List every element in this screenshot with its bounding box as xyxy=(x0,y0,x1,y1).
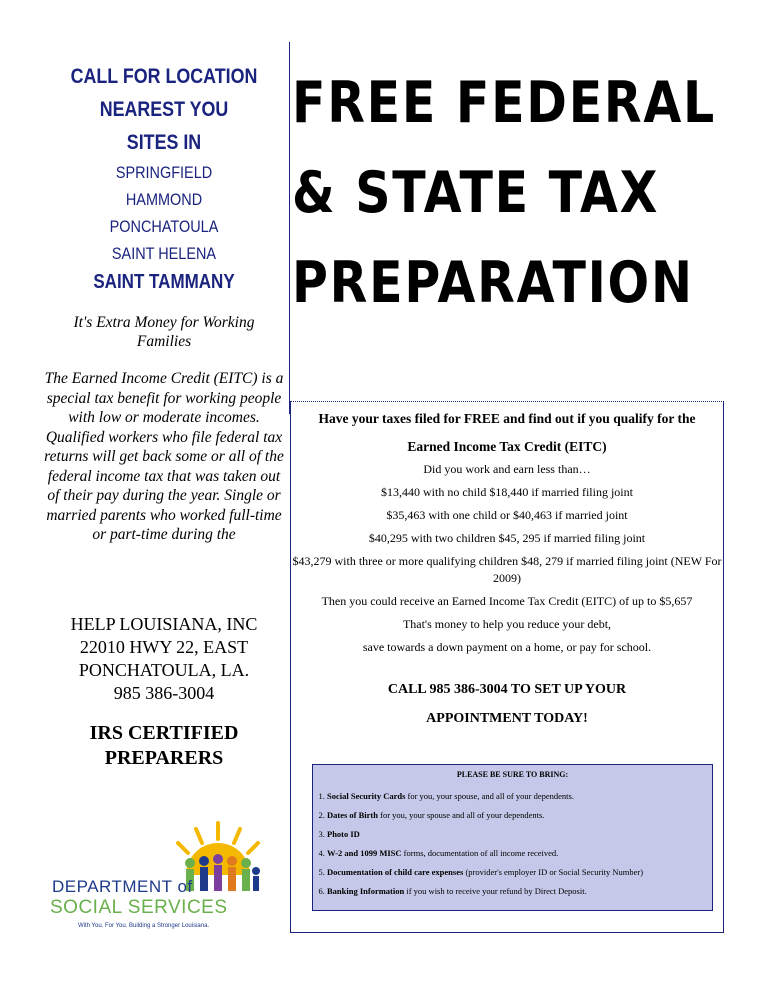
box-line: That's money to help you reduce your debt, xyxy=(402,617,612,631)
call-heading xyxy=(40,60,288,159)
box-line: Did you work and earn less than… xyxy=(423,462,591,476)
checklist-item: 6. Banking Information if you wish to receive your refund by Direct Deposit. xyxy=(327,882,712,901)
city-item-emphasis: SAINT TAMMANY xyxy=(93,271,235,293)
logo-tagline: With You. For You. Building a Stronger Louisiana. xyxy=(78,923,210,929)
box-line: save towards a down payment on a home, or pay for school. xyxy=(362,640,652,654)
checklist-item: 1. Social Security Cards for you, your spouse, and all of your dependents. xyxy=(327,787,712,806)
bring-checklist xyxy=(312,764,713,911)
checklist-item: 3. Photo ID xyxy=(327,825,712,844)
box-line: $35,463 with one child or $40,463 if married joint xyxy=(386,508,628,522)
call-line: NEAREST YOU xyxy=(99,98,229,121)
eitc-description: The Earned Income Credit (EITC) is a special tax benefit for working people with low or moderate incomes. Qualified workers who file federal tax returns will get back some or all of the federal income tax that was taken out of their pay during the year. Single or married parents who worked full-time or part-time during the xyxy=(44,370,284,543)
call-to-action: CALL 985 386-3004 TO SET UP YOUR APPOINTMENT TODAY! xyxy=(387,682,627,726)
checklist-item: 5. Documentation of child care expenses (provider's employer ID or Social Security Number) xyxy=(327,863,712,882)
phone-number: 985 386-3004 xyxy=(113,683,215,703)
irs-line: IRS CERTIFIED xyxy=(89,722,239,744)
title-line: PREPARATION xyxy=(292,250,694,316)
call-line: CALL FOR LOCATION xyxy=(70,65,258,88)
box-heading: Have your taxes filed for FREE and find out if you qualify for the xyxy=(318,411,696,426)
title-line: & STATE TAX xyxy=(292,160,660,226)
address-line: HELP LOUISIANA, INC xyxy=(70,614,258,634)
box-subheading: Earned Income Tax Credit (EITC) xyxy=(407,439,607,454)
call-line: SITES IN xyxy=(126,131,202,154)
checklist-item: 4. W-2 and 1099 MISC forms, documentation of all income received. xyxy=(327,844,712,863)
checklist-items xyxy=(313,787,712,901)
eitc-info-box xyxy=(290,401,724,933)
column-divider xyxy=(289,42,290,414)
city-list xyxy=(40,159,288,297)
checklist-title: PLEASE BE SURE TO BRING: xyxy=(456,770,569,779)
left-column xyxy=(40,60,288,771)
address-line: PONCHATOULA, LA. xyxy=(78,660,250,680)
title-line: FREE FEDERAL xyxy=(292,70,716,136)
address-block xyxy=(40,613,288,705)
city-item: SPRINGFIELD xyxy=(115,163,213,182)
city-item: PONCHATOULA xyxy=(109,217,219,236)
page-title xyxy=(292,58,716,328)
irs-line: PREPARERS xyxy=(104,747,224,769)
city-item: SAINT HELENA xyxy=(111,244,217,263)
checklist-item: 2. Dates of Birth for you, your spouse and all of your dependents. xyxy=(327,806,712,825)
logo-line-1: DEPARTMENT of xyxy=(52,877,193,896)
box-line: $40,295 with two children $45, 295 if married filing joint xyxy=(368,531,646,545)
address-line: 22010 HWY 22, EAST xyxy=(79,637,249,657)
box-line: Then you could receive an Earned Income Tax Credit (EITC) of up to $5,657 xyxy=(321,594,693,608)
logo-line-2: SOCIAL SERVICES xyxy=(50,897,228,918)
irs-certified xyxy=(40,721,288,771)
city-item: HAMMOND xyxy=(125,190,203,209)
tagline: It's Extra Money for Working Families xyxy=(73,314,255,350)
dss-logo xyxy=(48,815,288,939)
box-line: $43,279 with three or more qualifying children $48, 279 if married filing joint (NEW For 2009) xyxy=(292,554,722,585)
box-line: $13,440 with no child $18,440 if married filing joint xyxy=(381,485,633,499)
